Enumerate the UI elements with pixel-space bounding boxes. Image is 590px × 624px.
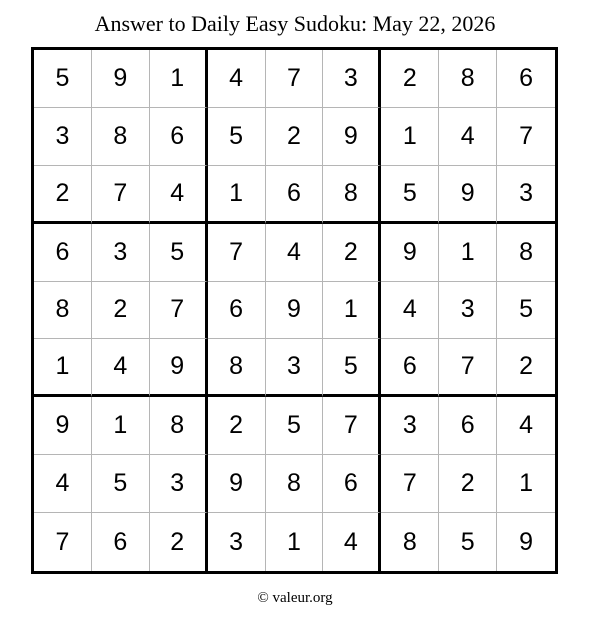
sudoku-cell: 2 — [439, 455, 497, 513]
sudoku-cell: 9 — [439, 166, 497, 224]
sudoku-cell: 3 — [381, 397, 439, 455]
sudoku-cell: 1 — [381, 108, 439, 166]
sudoku-cell: 9 — [323, 108, 381, 166]
sudoku-cell: 7 — [439, 339, 497, 397]
sudoku-cell: 8 — [266, 455, 324, 513]
sudoku-cell: 2 — [34, 166, 92, 224]
sudoku-cell: 8 — [92, 108, 150, 166]
sudoku-cell: 1 — [266, 513, 324, 571]
sudoku-cell: 5 — [150, 224, 208, 282]
sudoku-cell: 1 — [208, 166, 266, 224]
sudoku-cell: 6 — [150, 108, 208, 166]
sudoku-cell: 2 — [208, 397, 266, 455]
sudoku-cell: 8 — [34, 282, 92, 340]
sudoku-cell: 6 — [92, 513, 150, 571]
copyright-footer: © valeur.org — [257, 590, 333, 606]
sudoku-cell: 9 — [150, 339, 208, 397]
sudoku-cell: 9 — [208, 455, 266, 513]
sudoku-cell: 6 — [323, 455, 381, 513]
sudoku-cell: 1 — [439, 224, 497, 282]
sudoku-cell: 7 — [208, 224, 266, 282]
sudoku-cell: 9 — [92, 50, 150, 108]
sudoku-cell: 5 — [497, 282, 555, 340]
sudoku-cell: 3 — [208, 513, 266, 571]
sudoku-cell: 4 — [34, 455, 92, 513]
sudoku-cell: 7 — [34, 513, 92, 571]
sudoku-cell: 7 — [323, 397, 381, 455]
sudoku-cell: 8 — [439, 50, 497, 108]
sudoku-cell: 6 — [266, 166, 324, 224]
sudoku-cell: 5 — [92, 455, 150, 513]
sudoku-cell: 2 — [381, 50, 439, 108]
sudoku-cell: 4 — [323, 513, 381, 571]
sudoku-cell: 4 — [266, 224, 324, 282]
sudoku-cell: 5 — [34, 50, 92, 108]
sudoku-cell: 4 — [208, 50, 266, 108]
sudoku-cell: 6 — [439, 397, 497, 455]
sudoku-cell: 8 — [497, 224, 555, 282]
sudoku-cell: 1 — [92, 397, 150, 455]
sudoku-cell: 5 — [323, 339, 381, 397]
sudoku-cell: 6 — [497, 50, 555, 108]
sudoku-cell: 1 — [323, 282, 381, 340]
sudoku-cell: 9 — [266, 282, 324, 340]
sudoku-cell: 3 — [266, 339, 324, 397]
sudoku-cell: 7 — [92, 166, 150, 224]
puzzle-title: Answer to Daily Easy Sudoku: May 22, 2026 — [94, 11, 496, 36]
sudoku-cell: 7 — [150, 282, 208, 340]
sudoku-cell: 9 — [519, 527, 533, 556]
sudoku-grid — [31, 47, 558, 574]
sudoku-cell: 2 — [150, 513, 208, 571]
sudoku-cell: 1 — [150, 50, 208, 108]
sudoku-cell: 1 — [497, 455, 555, 513]
sudoku-cell: 3 — [34, 108, 92, 166]
sudoku-cell: 8 — [150, 397, 208, 455]
sudoku-cell: 3 — [497, 166, 555, 224]
sudoku-cell: 3 — [150, 455, 208, 513]
sudoku-cell: 3 — [323, 50, 381, 108]
sudoku-cell: 7 — [497, 108, 555, 166]
sudoku-cell: 4 — [497, 397, 555, 455]
sudoku-cell: 7 — [266, 50, 324, 108]
sudoku-cell: 4 — [381, 282, 439, 340]
sudoku-cell: 2 — [497, 339, 555, 397]
sudoku-cell: 5 — [208, 108, 266, 166]
sudoku-cell: 7 — [381, 455, 439, 513]
sudoku-cell: 6 — [208, 282, 266, 340]
sudoku-cell: 9 — [381, 224, 439, 282]
sudoku-cell: 4 — [92, 339, 150, 397]
sudoku-cell: 8 — [323, 166, 381, 224]
sudoku-cell: 2 — [266, 108, 324, 166]
sudoku-cell: 3 — [439, 282, 497, 340]
sudoku-cell: 2 — [323, 224, 381, 282]
sudoku-cell: 6 — [381, 339, 439, 397]
sudoku-cell: 8 — [208, 339, 266, 397]
sudoku-cell: 6 — [34, 224, 92, 282]
sudoku-cell: 5 — [381, 166, 439, 224]
sudoku-cell: 3 — [92, 224, 150, 282]
sudoku-cell: 8 — [381, 513, 439, 571]
sudoku-cell: 5 — [266, 397, 324, 455]
sudoku-cell: 4 — [150, 166, 208, 224]
sudoku-cell: 1 — [34, 339, 92, 397]
sudoku-cell: 4 — [439, 108, 497, 166]
sudoku-cell: 9 — [34, 397, 92, 455]
sudoku-cell: 5 — [439, 513, 497, 571]
sudoku-cell: 2 — [92, 282, 150, 340]
